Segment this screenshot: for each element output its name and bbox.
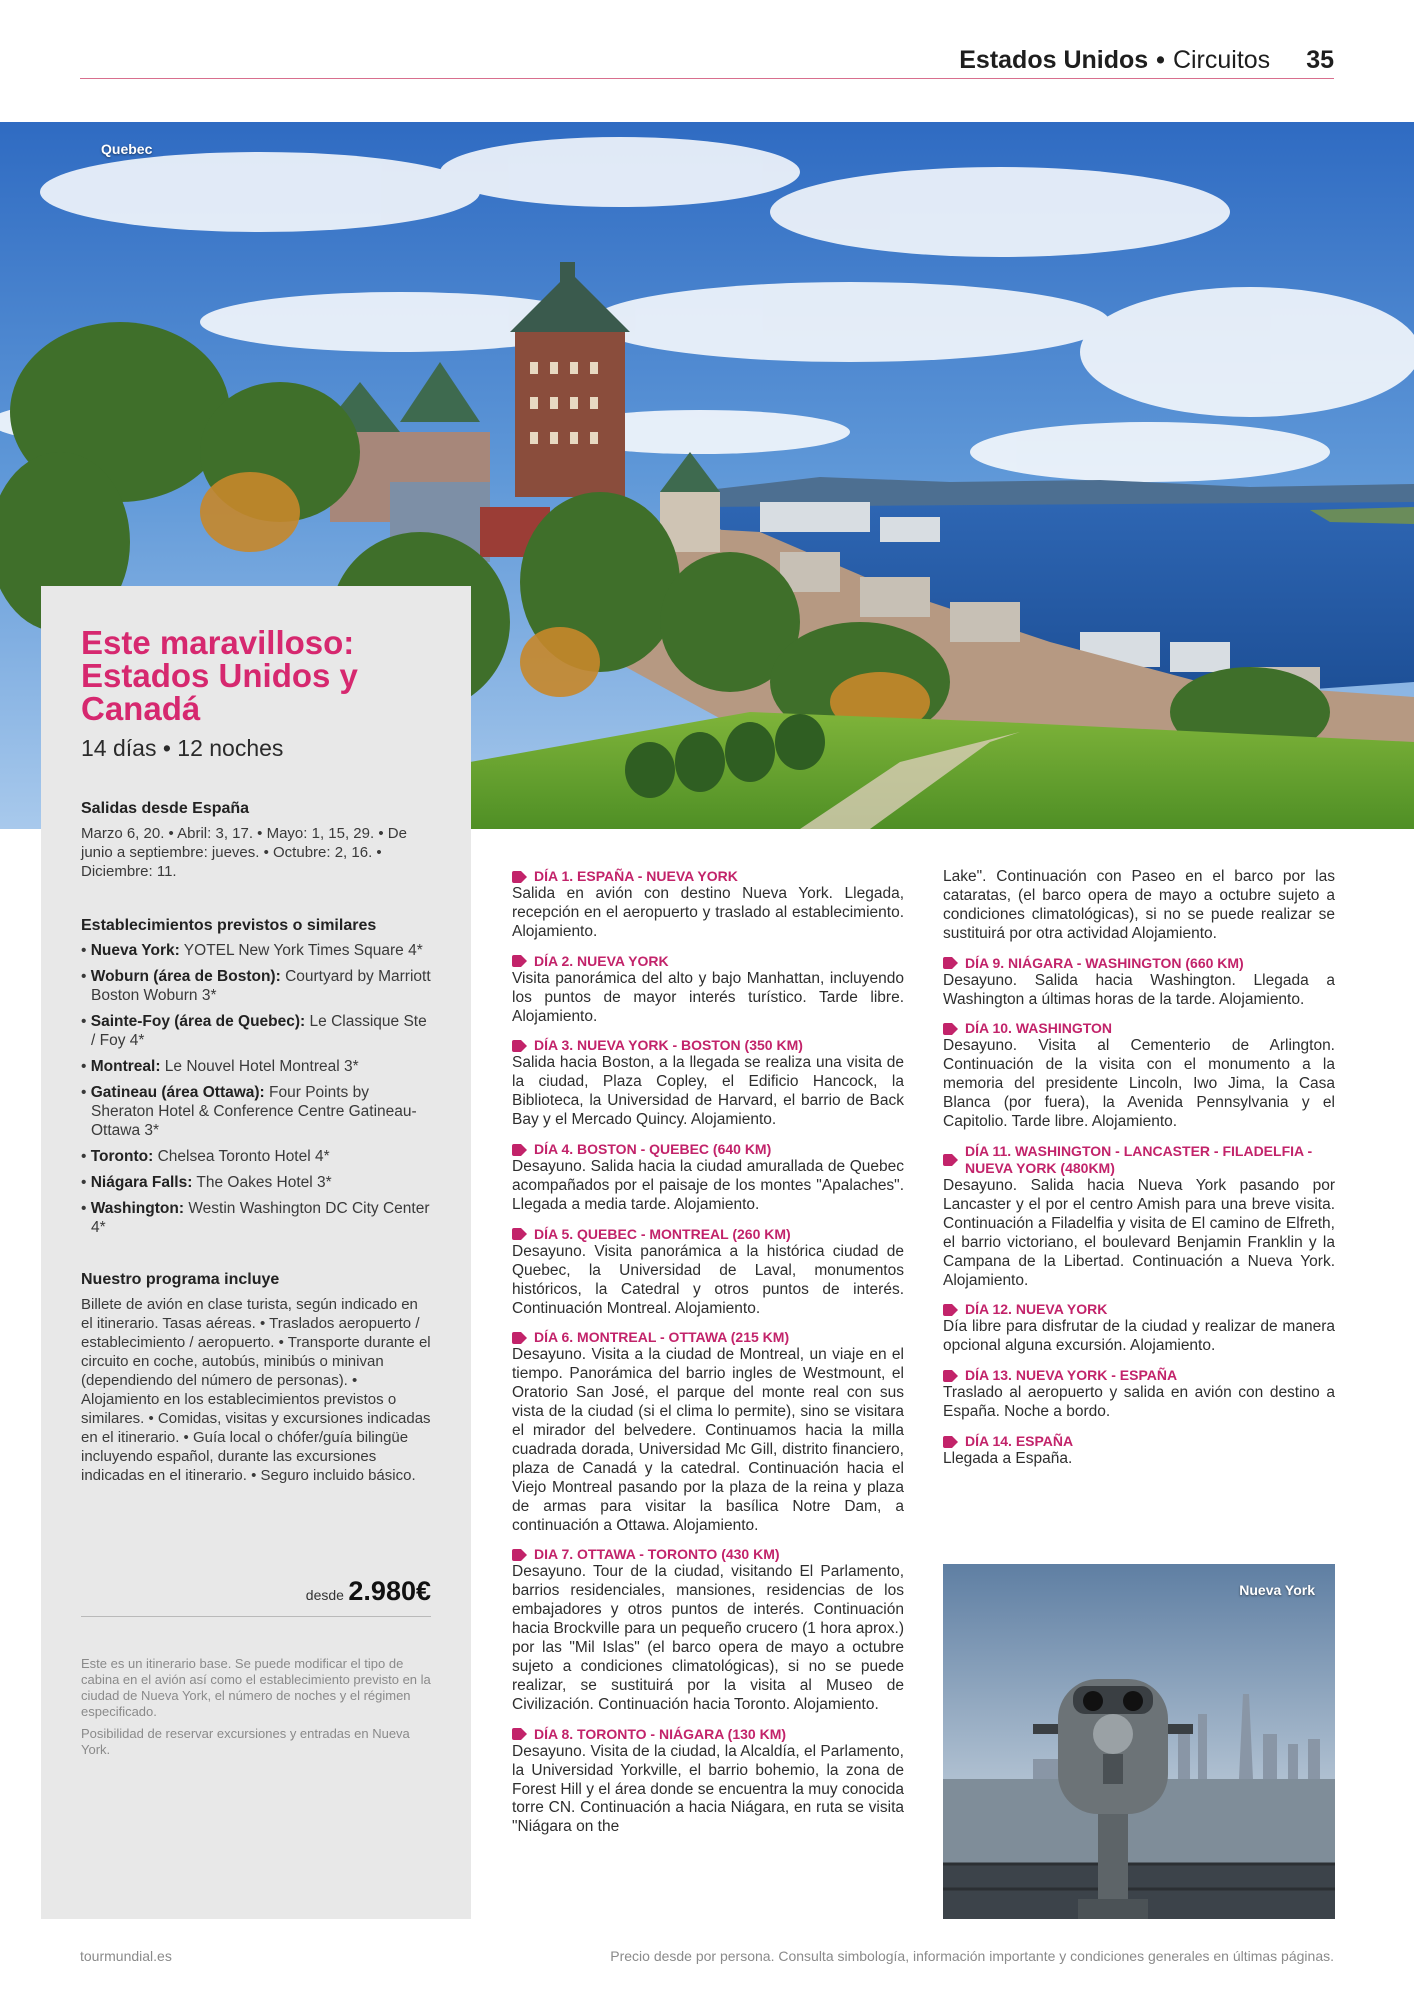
day-title: DÍA 8. TORONTO - NIÁGARA (130 KM) [534, 1725, 787, 1742]
day-description: Desayuno. Salida hacia Washington. Llegada a Washington a últimas horas de la tarde. Alojamiento. [943, 971, 1335, 1008]
departures-text: Marzo 6, 20. • Abril: 3, 17. • Mayo: 1, 15, 29. • De junio a septiembre: jueves. • Octubre: 2, 16. • Diciembre: 11. [81, 825, 407, 880]
hotel-item: • Washington: Westin Washington DC City Center 4* [81, 1200, 430, 1236]
footer-disclaimer: Precio desde por persona. Consulta simbología, información importante y condiciones generales en últimas páginas. [610, 1948, 1334, 1964]
tour-title: Este maravilloso: Estados Unidos y Canadá [81, 624, 358, 727]
itinerary-day [943, 1301, 1335, 1356]
day-heading [943, 1367, 1335, 1384]
hotels-list [81, 941, 431, 1237]
day-title: DÍA 4. BOSTON - QUEBEC (640 KM) [534, 1141, 772, 1158]
itinerary-day [512, 1141, 904, 1215]
tour-duration: 14 días • 12 noches [81, 735, 284, 761]
tour-info-content [81, 626, 431, 1485]
day-heading [512, 868, 904, 885]
hero-caption: Quebec [101, 141, 153, 157]
itinerary-day [512, 868, 904, 942]
price-value: 2.980€ [348, 1576, 431, 1606]
price-from-label: desde [305, 1587, 344, 1603]
binocular-viewer-illustration [943, 1564, 1335, 1919]
day-description: Salida en avión con destino Nueva York. Llegada, recepción en el aeropuerto y traslado al establecimiento. Alojamiento. [512, 885, 904, 940]
day-description: Desayuno. Salida hacia Nueva York pasando por Lancaster y el por el centro Amish para una breve visita. Continuación a Filadelfia y visita de El camino de Elfreth, el barrio victoriano, el boulevard Benjamin Franklin y la Campana de la Libertad. Continuación a Nueva York. Alojamiento. [943, 1176, 1335, 1289]
play-arrow-icon [943, 1436, 959, 1448]
itinerary-note: Este es un itinerario base. Se puede modificar el tipo de cabina en el avión así como el establecimiento previsto en la ciudad de Nueva York, el número de noches y el régimen especificado. [81, 1656, 431, 1719]
hotel-name: Westin Washington DC City Center 4* [91, 1200, 430, 1236]
itinerary-day [512, 1546, 904, 1714]
itinerary-day [512, 953, 904, 1027]
day-8-continuation: Lake". Continuación con Paseo en el barco por las cataratas, (el barco opera de mayo a octubre sujeto a condiciones climatológicas), si no se puede realizar se sustituirá por otra actividad Alojamiento. [943, 868, 1335, 942]
header-section: Circuitos [1172, 46, 1271, 74]
play-arrow-icon [512, 1228, 528, 1240]
day-title: DÍA 1. ESPAÑA - NUEVA YORK [534, 868, 738, 884]
header-separator: • [1156, 46, 1165, 74]
day-description: Desayuno. Salida hacia la ciudad amurallada de Quebec acompañados por el paisaje de los montes "Apalaches". Llegada a media tarde. Alojamiento. [512, 1158, 904, 1213]
header-divider [80, 78, 1334, 79]
hotel-city: Montreal: [90, 1058, 161, 1075]
itinerary-column-1 [512, 868, 904, 1848]
photo-caption-nueva-york: Nueva York [1239, 1582, 1315, 1598]
play-arrow-icon [512, 1549, 528, 1561]
hotel-item: • Sainte-Foy (área de Quebec): Le Classique Ste / Foy 4* [81, 1013, 427, 1049]
day-heading [512, 1546, 904, 1563]
day-description: Desayuno. Visita panorámica a la histórica ciudad de Quebec, la Universidad de Laval, monumentos históricos, la Catedral y otros puntos de interés. Continuación Montreal. Alojamiento. [512, 1242, 904, 1317]
play-arrow-icon [943, 957, 959, 969]
day-heading [943, 1020, 1335, 1037]
day-description: Desayuno. Visita de la ciudad, la Alcaldía, el Parlamento, la Universidad Yorkville, el barrio bohemio, la zona de Forest Hill y el área donde se encuentra la muy conocida torre CN. Continuación a hacia Niágara, en ruta se visita "Niágara on the [512, 1742, 904, 1836]
day-description: Traslado al aeropuerto y salida en avión con destino a España. Noche a bordo. [943, 1384, 1335, 1421]
hotel-city: Niágara Falls: [90, 1174, 193, 1191]
hotel-name: YOTEL New York Times Square 4* [183, 942, 423, 959]
hotel-item: • Montreal: Le Nouvel Hotel Montreal 3* [81, 1058, 359, 1075]
photo-nueva-york [943, 1564, 1335, 1919]
hotel-city: Sainte-Foy (área de Quebec): [90, 1013, 306, 1030]
play-arrow-icon [512, 1040, 528, 1052]
day-description: Desayuno. Visita a la ciudad de Montreal, un viaje en el tiempo. Panorámica del barrio ingles de Westmount, el Oratorio San José, el parque del monte real con sus vista de la ciudad (si el clima lo permite), sino se visitara el mirador del belvedere. Continuamos hacia la milla cuadrada dorada, Universidad Mc Gill, distrito financiero, plaza de Canadá y la catedral. Continuación hacia el Viejo Montreal pasando por la plaza de la reina y plaza de armas para visitar la basílica Notre Dam, a continuación a Ottawa. Alojamiento. [512, 1346, 904, 1534]
hotel-city: Nueva York: [90, 942, 180, 959]
day-heading [512, 1726, 904, 1743]
play-arrow-icon [943, 1023, 959, 1035]
day-description: Salida hacia Boston, a la llegada se realiza una visita de la ciudad, Plaza Copley, el Edificio Hancock, la Biblioteca, la Universidad de Harvard, el barrio de Back Bay y el Mercado Quincy. Alojamiento. [512, 1054, 904, 1129]
play-arrow-icon [512, 955, 528, 967]
day-title: DÍA 2. NUEVA YORK [534, 952, 669, 969]
day-heading [943, 1143, 1335, 1177]
play-arrow-icon [512, 1332, 528, 1344]
includes-text: Billete de avión en clase turista, según indicado en el itinerario. Tasas aéreas. • Traslados aeropuerto / establecimiento / aeropuerto. • Transporte durante el circuito en coche, autobús, minibús o minivan (dependiendo del número de personas). • Alojamiento en los establecimientos previstos o similares. • Comidas, visitas y excursiones indicadas en el itinerario. • Guía local o chófer/guía bilingüe incluyendo español, durante las excursiones indicadas en el itinerario. • Seguro incluido básico. [81, 1296, 431, 1484]
hotel-name: Le Nouvel Hotel Montreal 3* [164, 1058, 359, 1075]
itinerary-day [512, 1329, 904, 1535]
day-title: DÍA 5. QUEBEC - MONTREAL (260 KM) [534, 1225, 791, 1242]
day-heading [512, 953, 904, 970]
itinerary-day [512, 1226, 904, 1319]
day-title: DÍA 12. NUEVA YORK [965, 1301, 1108, 1318]
itinerary-day [943, 955, 1335, 1010]
hotel-name: Courtyard by Marriott Boston Woburn 3* [91, 968, 431, 1004]
hotels-heading: Establecimientos previstos o similares [81, 917, 377, 934]
day-title: DÍA 9. NIÁGARA - WASHINGTON (660 KM) [965, 954, 1244, 971]
day-heading [512, 1037, 904, 1054]
day-heading [943, 955, 1335, 972]
itinerary-day [943, 1020, 1335, 1132]
day-heading [512, 1329, 904, 1346]
hotel-city: Toronto: [90, 1148, 154, 1165]
hotel-item: • Woburn (área de Boston): Courtyard by Marriott Boston Woburn 3* [81, 968, 431, 1004]
day-description: Día libre para disfrutar de la ciudad y realizar de manera opcional alguna excursión. Alojamiento. [943, 1318, 1335, 1355]
day-description: Llegada a España. [943, 1450, 1073, 1468]
hotel-city: Woburn (área de Boston): [90, 968, 281, 985]
day-title: DÍA 13. NUEVA YORK - ESPAÑA [965, 1367, 1178, 1384]
hotel-item: • Niágara Falls: The Oakes Hotel 3* [81, 1174, 332, 1191]
day-heading [512, 1141, 904, 1158]
excursions-note: Posibilidad de reservar excursiones y entradas en Nueva York. [81, 1726, 410, 1757]
day-title: DÍA 14. ESPAÑA [965, 1433, 1074, 1450]
play-arrow-icon [512, 871, 528, 883]
play-arrow-icon [943, 1154, 959, 1166]
play-arrow-icon [512, 1144, 528, 1156]
itinerary-day [512, 1037, 904, 1130]
day-description: Visita panorámica del alto y bajo Manhattan, incluyendo los puntos de mayor interés turístico. Tarde libre. Alojamiento. [512, 969, 904, 1025]
play-arrow-icon [943, 1370, 959, 1382]
itinerary-column-2-days [943, 955, 1335, 1469]
hotel-item: • Toronto: Chelsea Toronto Hotel 4* [81, 1148, 330, 1165]
itinerary-day [943, 1143, 1335, 1290]
hotel-name: Four Points by Sheraton Hotel & Conference Centre Gatineau-Ottawa 3* [91, 1084, 417, 1139]
hotels-block [81, 917, 431, 1237]
day-title: DIA 7. OTTAWA - TORONTO (430 KM) [534, 1546, 780, 1563]
hotel-city: Gatineau (área Ottawa): [90, 1084, 265, 1101]
day-title: DÍA 3. NUEVA YORK - BOSTON (350 KM) [534, 1037, 803, 1054]
hotel-name: Le Classique Ste / Foy 4* [91, 1013, 427, 1049]
hotel-name: The Oakes Hotel 3* [196, 1174, 332, 1191]
hotel-city: Washington: [90, 1200, 184, 1217]
day-description: Desayuno. Tour de la ciudad, visitando El Parlamento, barrios residenciales, mansiones, residencias de los embajadores y otros puntos de interés. Continuación hacia Brockville para un pequeño crucero (1 hora aprox.) por las "Mil Islas" (el barco opera de mayo a octubre sujeto a condiciones climatológicas), si no se puede realizar, se sustituirá por la visita al Museo de Civilización. Continuación hacia Toronto. Alojamiento. [512, 1563, 904, 1713]
tour-info-panel [41, 586, 471, 1919]
page-header [80, 46, 1334, 82]
day-heading [512, 1226, 904, 1243]
departures-block [81, 800, 431, 881]
day-title: DÍA 10. WASHINGTON [965, 1020, 1113, 1037]
departures-heading: Salidas desde España [81, 800, 250, 817]
notes-block [81, 1656, 431, 1758]
price-block [81, 1576, 431, 1607]
itinerary-column-2 [943, 868, 1335, 1480]
hotel-item: • Gatineau (área Ottawa): Four Points by Sheraton Hotel & Conference Centre Gatineau-Ottawa 3* [81, 1084, 417, 1139]
footer-website[interactable]: tourmundial.es [80, 1948, 172, 1964]
price-divider [81, 1616, 431, 1617]
play-arrow-icon [512, 1728, 528, 1740]
play-arrow-icon [943, 1304, 959, 1316]
header-country: Estados Unidos [959, 46, 1149, 74]
day-title: DÍA 11. WASHINGTON - LANCASTER - FILADELFIA - NUEVA YORK (480KM) [965, 1142, 1313, 1176]
day-title: DÍA 6. MONTREAL - OTTAWA (215 KM) [534, 1329, 790, 1346]
day-heading [943, 1301, 1335, 1318]
day-description: Desayuno. Visita al Cementerio de Arlington. Continuación de la visita con el monumento a la memoria del presidente Lincoln, Iwo Jima, la Casa Blanca (por fuera), la Avenida Pennsylvania y el Capitolio. Tarde libre. Alojamiento. [943, 1037, 1335, 1131]
page-number: 35 [1306, 46, 1334, 74]
hotel-name: Chelsea Toronto Hotel 4* [157, 1148, 330, 1165]
includes-heading: Nuestro programa incluye [81, 1271, 280, 1288]
includes-block [81, 1271, 431, 1485]
hotel-item: • Nueva York: YOTEL New York Times Square 4* [81, 942, 423, 959]
itinerary-day [943, 1433, 1335, 1469]
itinerary-day [512, 1726, 904, 1838]
header-title [959, 46, 1334, 75]
day-heading [943, 1433, 1335, 1450]
itinerary-day [943, 1367, 1335, 1422]
